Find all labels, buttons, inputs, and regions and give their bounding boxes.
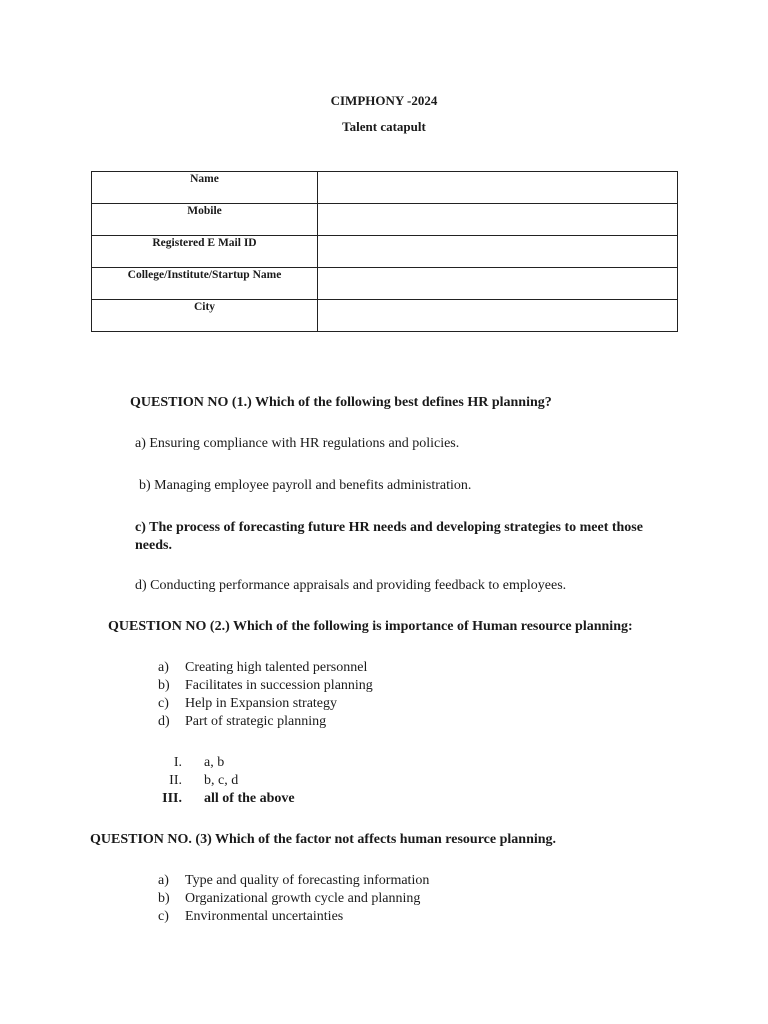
choice-text: b, c, d: [204, 773, 239, 788]
document-subtitle: Talent catapult: [342, 119, 426, 134]
list-item: [158, 908, 429, 926]
list-item: [158, 659, 373, 677]
choice-text: a, b: [204, 755, 225, 770]
list-item: [158, 713, 373, 731]
email-label: Registered E Mail ID: [92, 236, 318, 268]
q2-choice-list: [155, 754, 295, 808]
table-row: [92, 172, 678, 204]
college-field[interactable]: [318, 268, 678, 300]
list-item: [155, 790, 295, 808]
document-title: CIMPHONY -2024: [330, 93, 438, 108]
list-item-text: Part of strategic planning: [185, 714, 327, 729]
table-row: [92, 300, 678, 332]
list-item-text: Help in Expansion strategy: [185, 696, 338, 711]
list-marker: c): [158, 909, 169, 924]
list-item-text: Organizational growth cycle and planning: [185, 891, 421, 906]
name-field[interactable]: [318, 172, 678, 204]
list-marker: d): [158, 714, 170, 729]
list-marker: b): [158, 678, 170, 693]
list-item: [158, 695, 373, 713]
email-field[interactable]: [318, 236, 678, 268]
list-marker: a): [158, 873, 169, 888]
table-row: [92, 268, 678, 300]
list-item-text: Facilitates in succession planning: [185, 678, 373, 693]
question-1: QUESTION NO (1.) Which of the following best defines HR planning?: [130, 395, 552, 410]
q3-item-list: [158, 872, 429, 926]
list-marker: a): [158, 660, 169, 675]
mobile-label: Mobile: [92, 204, 318, 236]
city-field[interactable]: [318, 300, 678, 332]
q1-option-a: a) Ensuring compliance with HR regulations and policies.: [135, 436, 460, 451]
list-marker: c): [158, 696, 169, 711]
roman-marker: I.: [173, 755, 182, 770]
mobile-field[interactable]: [318, 204, 678, 236]
table-row: [92, 236, 678, 268]
list-item: [158, 872, 429, 890]
list-item: [158, 677, 373, 695]
list-item-text: Environmental uncertainties: [185, 909, 344, 924]
table-row: [92, 204, 678, 236]
q1-option-d: d) Conducting performance appraisals and providing feedback to employees.: [135, 578, 567, 593]
q2-item-list: [158, 659, 373, 731]
list-item: [155, 754, 295, 772]
name-label: Name: [92, 172, 318, 204]
list-item-text: Type and quality of forecasting information: [185, 873, 430, 888]
roman-marker: III.: [162, 791, 182, 806]
choice-text: all of the above: [204, 791, 295, 806]
city-label: City: [92, 300, 318, 332]
question-2: QUESTION NO (2.) Which of the following is importance of Human resource planning:: [108, 619, 633, 634]
participant-info-table: [91, 171, 678, 332]
list-item-text: Creating high talented personnel: [185, 660, 368, 675]
list-item: [158, 890, 429, 908]
list-marker: b): [158, 891, 170, 906]
list-item: [155, 772, 295, 790]
roman-marker: II.: [169, 773, 182, 788]
question-3: QUESTION NO. (3) Which of the factor not affects human resource planning.: [90, 832, 557, 847]
q1-option-c: c) The process of forecasting future HR needs and developing strategies to meet those needs.: [135, 520, 643, 553]
q1-option-b: b) Managing employee payroll and benefits administration.: [139, 478, 472, 493]
college-label: College/Institute/Startup Name: [92, 268, 318, 300]
